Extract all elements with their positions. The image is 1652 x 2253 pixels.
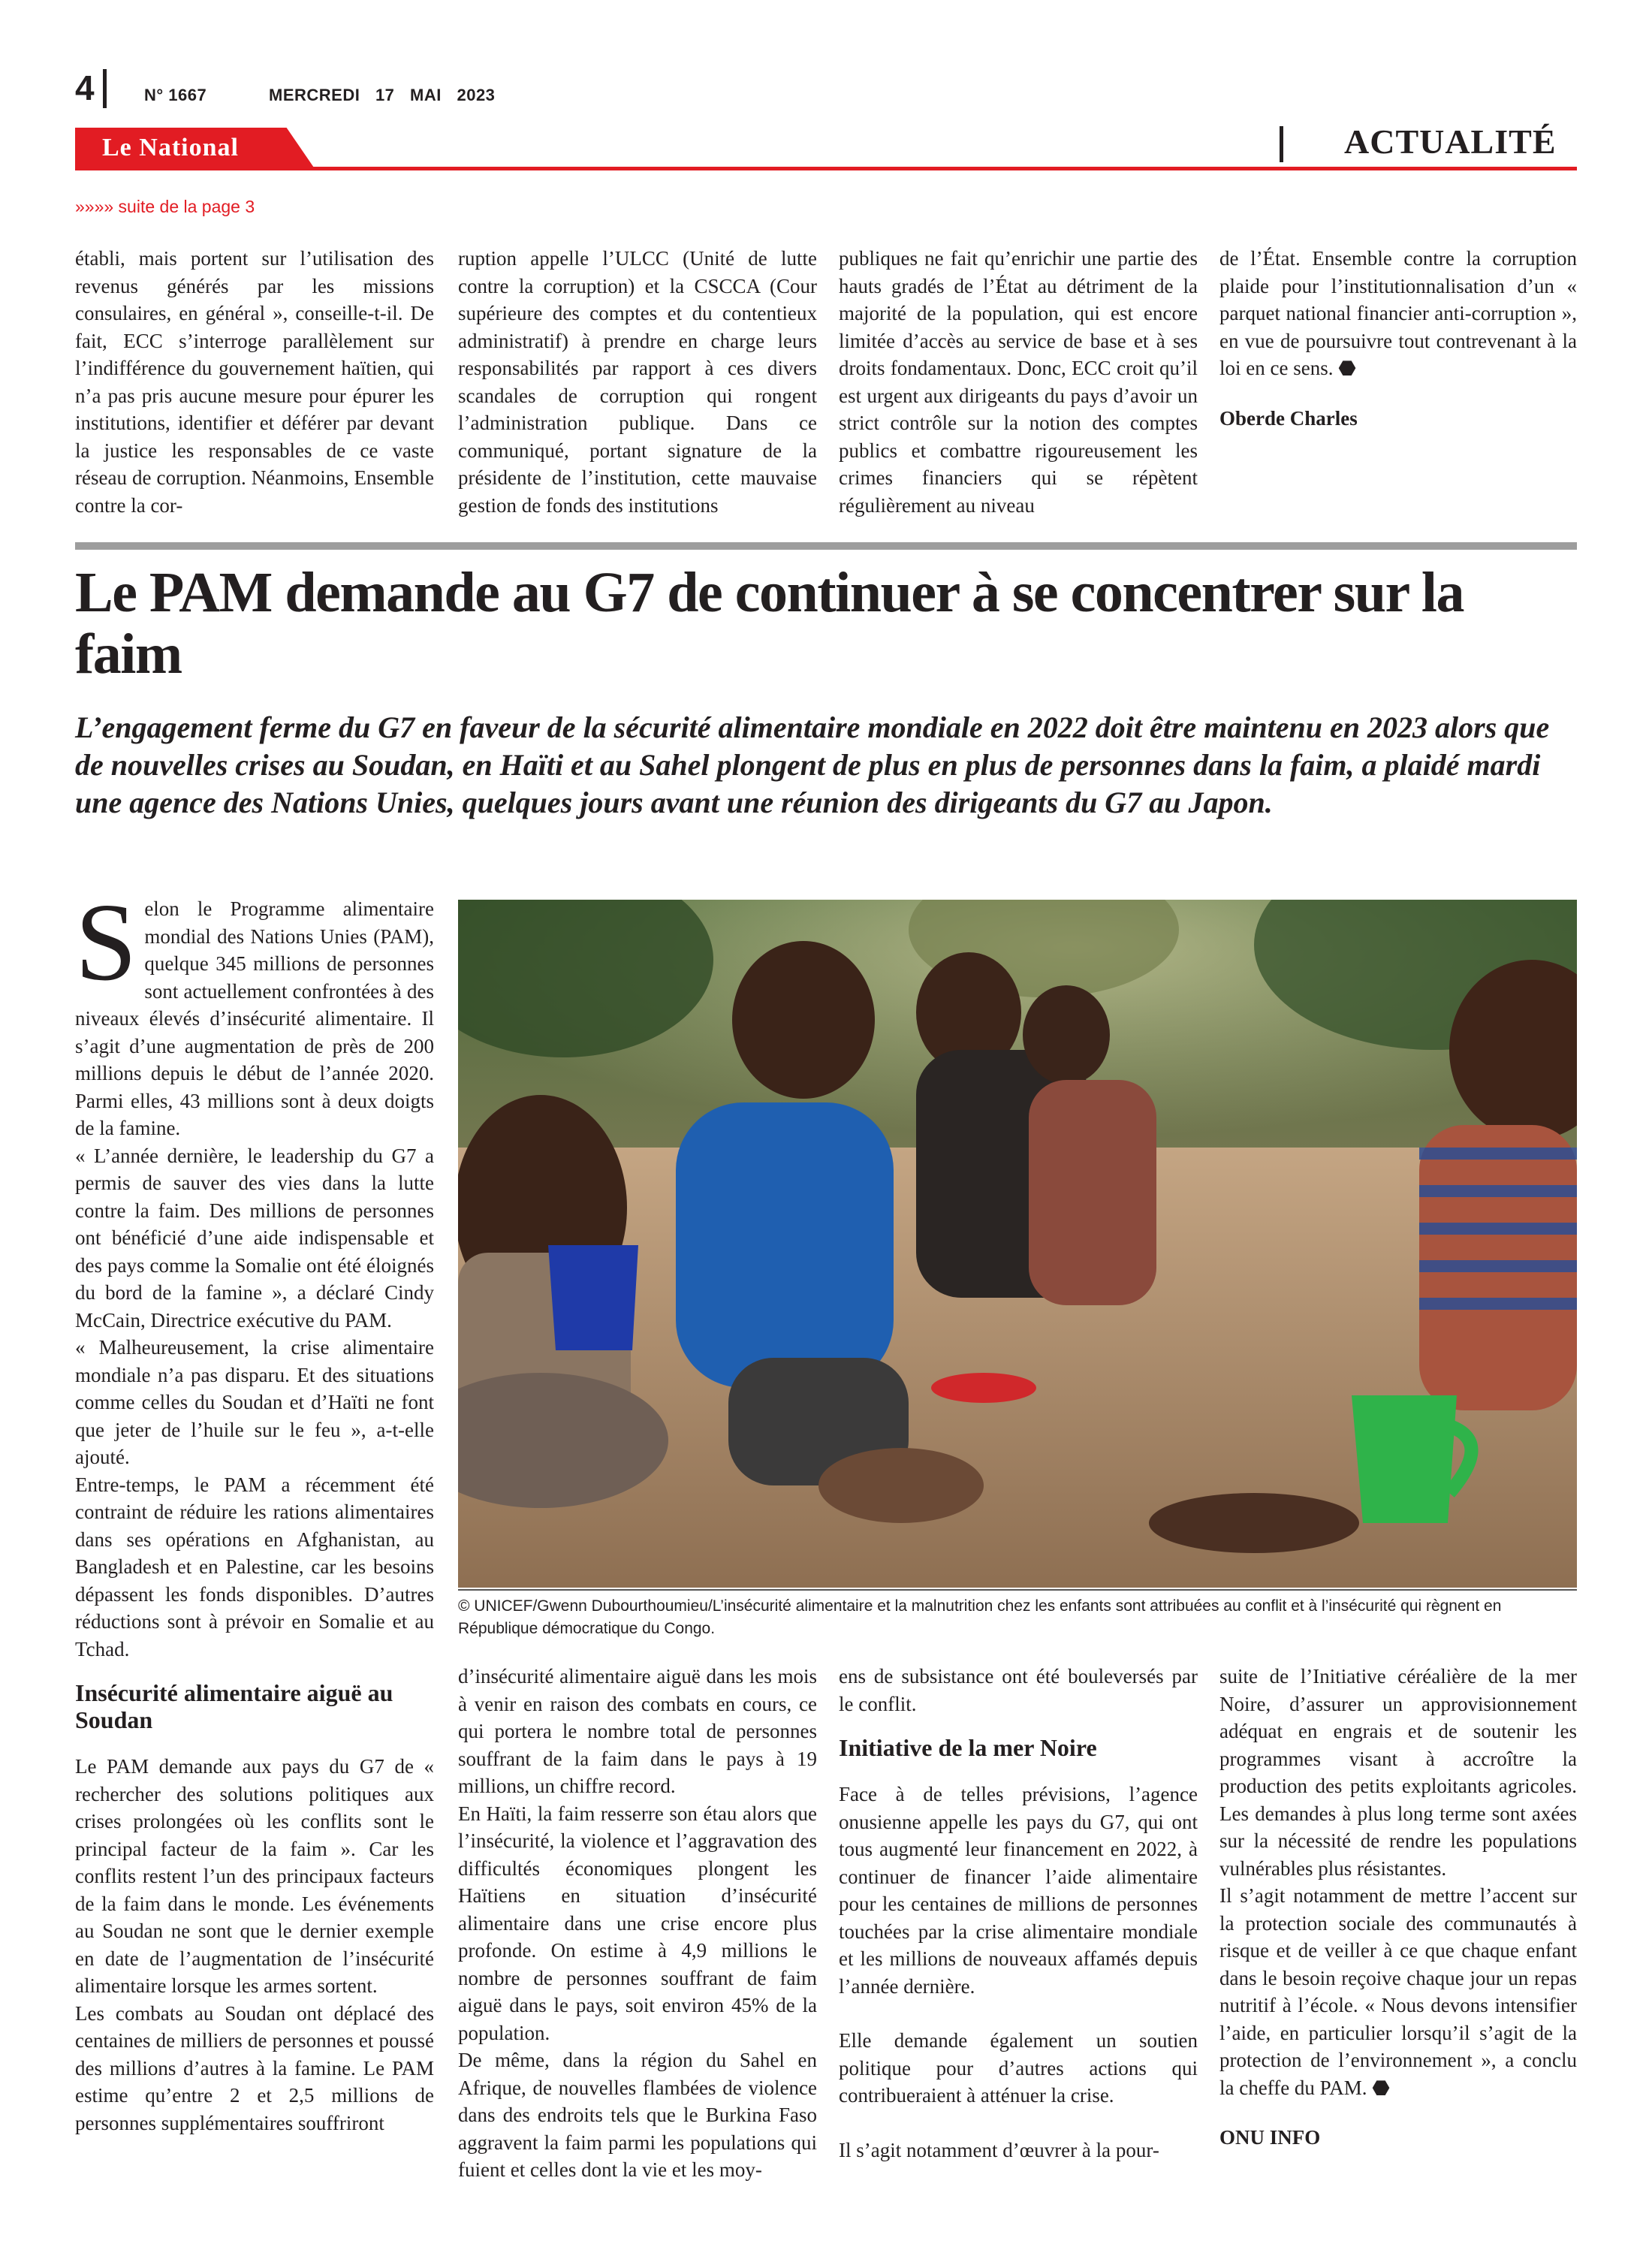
paragraph: ruption appelle l’ULCC (Unité de lutte contre la corruption) et la CSCCA (Cour supérieure des comptes et du contentieux administratif) à prendre en charge leurs responsabilités par rapport à ces divers scandales de corruption qui rongent l’administration publique. Dans ce communiqué, portant signature de la présidente de l’institution, cette mauvaise gestion de fonds des institutions <box>458 247 817 517</box>
subheading: Initiative de la mer Noire <box>839 1734 1097 1761</box>
drop-cap: S <box>75 881 137 1004</box>
article-separator <box>75 542 1577 550</box>
section-divider <box>1280 126 1283 162</box>
prev-article-col-3 <box>839 245 1198 519</box>
article-deck: L’engagement ferme du G7 en faveur de la sécurité alimentaire mondiale en 2022 doit être maintenu en 2023 alors que de nouvelles crises au Soudan, en Haïti et au Sahel plongent de plus en plus de personnes dans la faim, a plaidé mardi une agence des Nations Unies, quelques jours avant une réunion des dirigeants du G7 au Japon. <box>75 710 1550 819</box>
paragraph: Entre-temps, le PAM a récemment été contraint de réduire les rations alimentaires dans ses opérations en Afghanistan, au Bangladesh et en Palestine, car les besoins dépassent les fonds disponibles. D’autres réductions sont à prévoir en Somalie et au Tchad. <box>75 1473 434 1660</box>
paragraph: publiques ne fait qu’enrichir une partie des hauts gradés de l’État au détriment de la majorité de la population, qui est encore limitée d’accès au service de base et à ses droits fondamentaux. Donc, ECC croit qu’il est urgent aux dirigeants du pays d’avoir un strict contrôle sur la notion des comptes publics et combattre rigoureusement les crimes financiers qui se répètent régulièrement au niveau <box>839 247 1198 517</box>
article-col-1 <box>75 881 434 2137</box>
photo-caption-rule <box>458 1589 1577 1591</box>
article-photo <box>458 900 1577 1588</box>
paragraph: Le PAM demande aux pays du G7 de « rechercher des solutions politiques aux crises prolongées où les conflits sont le principal facteur de la faim ». Car les conflits restent l’un des principaux facteurs de la faim dans le monde. Les événements au Soudan ne sont que le dernier exemple en date de l’augmentation de l’insécurité alimentaire lorsque les armes sortent. <box>75 1755 434 1997</box>
paragraph: établi, mais portent sur l’utilisation des revenus générés par les missions consulaires, en général », conseille-t-il. De fait, ECC s’interroge parallèlement sur l’indifférence du gouvernement haïtien, qui n’a pas pris aucune mesure pour épurer les institutions, identifier et déférer par devant la justice les responsables de ce vaste réseau de corruption. Néanmoins, Ensemble contre la cor- <box>75 247 434 517</box>
article-col-2 <box>458 1663 817 2184</box>
paragraph: Elle demande également un soutien politique pour d’autres actions qui contribueraient à atténuer la crise. <box>839 2029 1198 2107</box>
paragraph: De même, dans la région du Sahel en Afrique, de nouvelles flambées de violence dans des endroits tels que le Burkina Faso aggravent la faim parmi les populations qui fuient et celles dont la vie et les moy- <box>458 2049 817 2181</box>
author-byline: ONU INFO <box>1219 2126 1321 2149</box>
prev-article-col-1 <box>75 245 434 519</box>
paragraph: suite de l’Initiative céréalière de la mer Noire, d’assurer un approvisionnement adéquat en engrais et de soutenir les programmes visant à accroître la production des petits exploitants agricoles. Les demandes à plus long terme sont axées sur la nécessité de rendre les populations vulnérables plus résistantes. <box>1219 1665 1577 1880</box>
page-number: 4 <box>75 68 95 107</box>
paragraph: Il s’agit notamment d’œuvrer à la pour- <box>839 2138 1159 2161</box>
paragraph: de l’État. Ensemble contre la corruption plaide pour l’institutionnalisation d’un « parquet national financier anti-corruption », en vue de poursuivre tout contrevenant à la loi en ce sens. ⬣ <box>1219 247 1577 379</box>
paragraph: Face à de telles prévisions, l’agence onusienne appelle les pays du G7, qui ont tous augmenté leur financement en 2022, à continuer de financer l’aide alimentaire pour les centaines de millions de personnes touchées par la crise alimentaire mondiale et les millions de nouveaux affamés depuis l’année dernière. <box>839 1783 1198 1998</box>
paragraph: « L’année dernière, le leadership du G7 a permis de sauver des vies dans la lutte contre la faim. Des millions de personnes ont bénéficié d’une aide indispensable et des pays comme la Somalie ont été éloignés du bord de la famine », a déclaré Cindy McCain, Directrice exécutive du PAM. <box>75 1144 434 1332</box>
article-col-4 <box>1219 1663 1577 2152</box>
paragraph: « Malheureusement, la crise alimentaire mondiale n’a pas disparu. Et des situations comme celles du Soudan et d’Haïti ne font que jeter de l’huile sur le feu », a-t-elle ajouté. <box>75 1336 434 1468</box>
paragraph: En Haïti, la faim resserre son étau alors que l’insécurité, la violence et l’aggravation des difficultés économiques plongent les Haïtiens en situation d’insécurité alimentaire dans une crise encore plus profonde. On estime à 4,9 millions le nombre de personnes souffrant de faim aiguë dans le pays, soit environ 45% de la population. <box>458 1802 817 2044</box>
brand-logo: Le National <box>102 134 239 161</box>
photo-caption: © UNICEF/Gwenn Dubourthoumieu/L’insécurité alimentaire et la malnutrition chez les enfants sont attribuées au conflit et à l’insécurité qui règnent en République démocratique du Congo. <box>458 1597 1502 1637</box>
page-number-divider <box>103 69 107 108</box>
paragraph: ens de subsistance ont été bouleversés par le conflit. <box>839 1665 1198 1715</box>
article-headline: Le PAM demande au G7 de continuer à se concentrer sur la faim <box>75 561 1464 686</box>
prev-article-col-2 <box>458 245 817 519</box>
paragraph: Selon le Programme alimentaire mondial des Nations Unies (PAM), quelque 345 millions de personnes sont actuellement confrontées à des niveaux élevés d’insécurité alimentaire. Il s’agit d’une augmentation de près de 200 millions depuis le début de l’année 2020. Parmi elles, 43 millions sont à deux doigts de la famine. <box>75 881 434 1139</box>
subheading: Insécurité alimentaire aiguë au Soudan <box>75 1679 393 1733</box>
article-col-3 <box>839 1663 1198 2164</box>
continued-from-label: »»»» suite de la page 3 <box>75 197 255 216</box>
section-title: ACTUALITÉ <box>1344 122 1557 161</box>
header-rule <box>75 167 1577 170</box>
issue-number: N° 1667 <box>144 86 207 104</box>
paragraph: Les combats au Soudan ont déplacé des centaines de milliers de personnes et poussé des millions d’autres à la famine. Le PAM estime qu’entre 2 et 2,5 millions de personnes supplémentaires souffriront <box>75 2001 434 2134</box>
paragraph: Il s’agit notamment de mettre l’accent sur la protection sociale des communautés à risque et de veiller à ce que chaque enfant dans le besoin reçoive chaque jour un repas nutritif à l’école. « Nous devons intensifier l’aide, en particulier lorsqu’il s’agit de la protection de l’environnement », a conclu la cheffe du PAM. ⬣ <box>1219 1884 1577 2099</box>
author-byline: Oberde Charles <box>1219 406 1358 430</box>
paragraph: d’insécurité alimentaire aiguë dans les mois à venir en raison des combats en cours, ce qui portera le nombre total de personnes souffrant de la faim dans le pays à 19 millions, un chiffre record. <box>458 1665 817 1797</box>
issue-date: MERCREDI 17 MAI 2023 <box>269 86 496 104</box>
prev-article-col-4 <box>1219 245 1577 432</box>
